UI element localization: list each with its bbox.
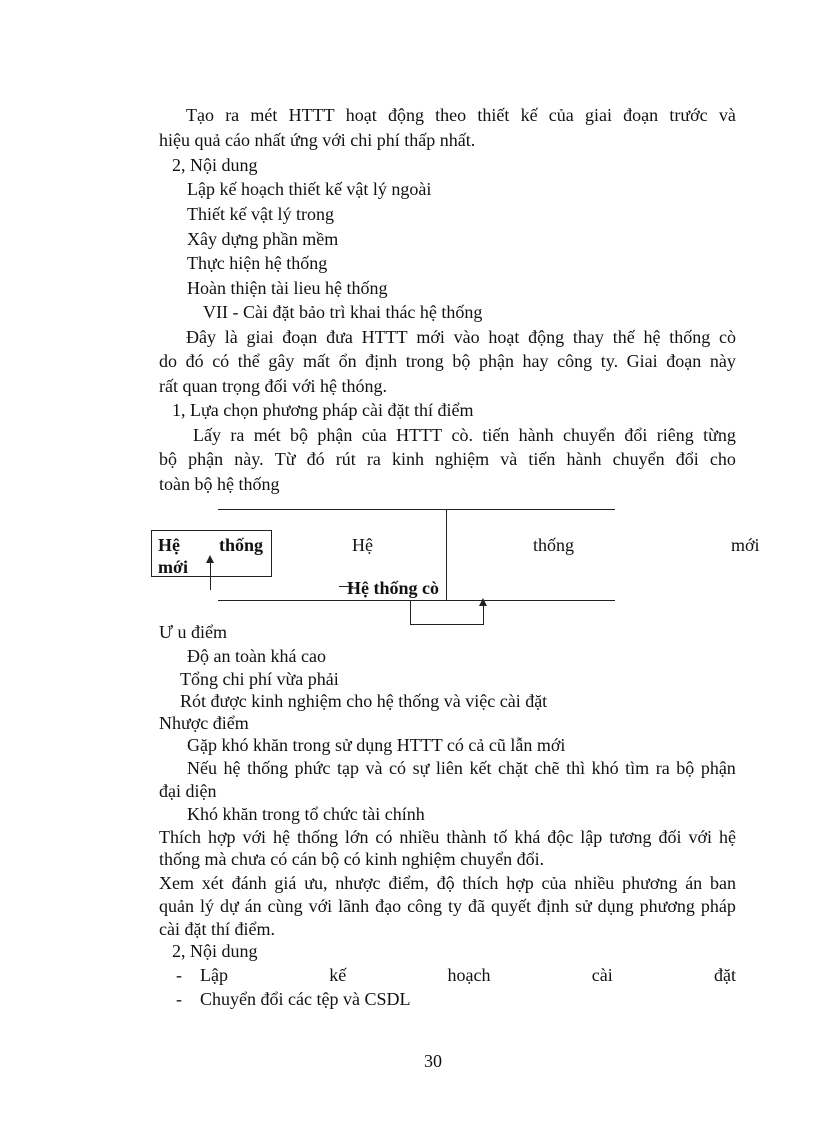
word: khá [514, 827, 541, 847]
word: ra [655, 758, 670, 778]
word: mất [302, 351, 330, 371]
pro-item: Độ an toàn khá cao [187, 646, 326, 666]
word: do [159, 351, 177, 371]
word: HTTT [361, 327, 408, 347]
word: phương [639, 896, 695, 916]
con-item: Gặp khó khăn trong sử dụng HTTT có cả cũ lẫn mới [187, 735, 566, 755]
box-word-moi: mới [158, 557, 188, 577]
word: nghiệm [435, 449, 490, 469]
word: thích [462, 873, 499, 893]
word: ban [709, 873, 736, 893]
word: đánh [231, 873, 267, 893]
word: lý [199, 896, 214, 916]
word: liên [435, 758, 463, 778]
word: ra [225, 105, 240, 125]
word: định [365, 351, 398, 371]
word: giai [584, 105, 612, 125]
box-word-he: Hệ [158, 535, 180, 555]
word: với [242, 827, 266, 847]
para2-line3: rất quan trọng đối với hệ thóng. [159, 376, 387, 396]
word: là [224, 327, 238, 347]
word: hệ [272, 827, 290, 847]
word: phức [294, 758, 331, 778]
word: cò. [451, 425, 473, 445]
word: đổi [675, 449, 699, 469]
word: hệ [643, 327, 661, 347]
word: chuyển [612, 449, 665, 469]
word: bộ [676, 758, 695, 778]
word: đó [306, 449, 325, 469]
word: với [688, 827, 712, 847]
word: này. [234, 449, 264, 469]
diagram-bottom-line [218, 600, 615, 601]
word: phận [700, 758, 736, 778]
pro-item: Tổng chi phí vừa phải [180, 669, 339, 689]
word: chặt [498, 758, 528, 778]
word: mới [416, 327, 445, 347]
word: HTTT [288, 105, 335, 125]
word: cùng [267, 896, 303, 916]
word: hệ [223, 758, 241, 778]
para1-line1 [186, 104, 736, 126]
word: kế [520, 105, 538, 125]
word: sử [574, 896, 592, 916]
word: bộ [452, 351, 471, 371]
word: Nếu [187, 758, 217, 778]
word: với [308, 896, 333, 916]
list-item: Thiết kế vật lý trong [187, 204, 334, 224]
word: quyết [490, 896, 531, 916]
word: ổn [338, 351, 357, 371]
word: thay [572, 327, 604, 347]
word: án [685, 873, 703, 893]
label-thong: thống [533, 535, 575, 555]
word: Lập [200, 965, 228, 985]
word: công [407, 896, 443, 916]
word: này [709, 351, 736, 371]
old-system-label: Hệ thống cò [347, 578, 439, 598]
conclusion2-line3: cài đặt thí điểm. [159, 919, 275, 939]
word: bộ [290, 425, 309, 445]
word: phương [622, 873, 678, 893]
word: theo [435, 105, 467, 125]
conclusion2-line2 [159, 895, 736, 917]
word: phận [317, 425, 353, 445]
word: đoạn [666, 351, 702, 371]
word: Lấy [193, 425, 221, 445]
diagram-top-line [218, 509, 615, 510]
word: thế [612, 327, 635, 347]
word: tìm [625, 758, 650, 778]
arrow-up-icon [479, 598, 487, 606]
word: có [212, 351, 230, 371]
word: mét [250, 105, 278, 125]
word: giá [274, 873, 297, 893]
word: động [387, 105, 424, 125]
word: độc [547, 827, 574, 847]
word: án [244, 896, 262, 916]
word: đã [468, 896, 486, 916]
list-dash: - [176, 965, 182, 985]
diagram-divider [446, 509, 447, 600]
word: đó [185, 351, 204, 371]
word: đối [658, 827, 682, 847]
pro-item: Rót được kinh nghiệm cho hệ thống và việc cài đặt [180, 691, 548, 711]
word: tố [493, 827, 508, 847]
label-moi: mới [731, 535, 760, 555]
para2-line1 [186, 326, 736, 348]
word: từng [703, 425, 736, 445]
word: Giai [626, 351, 658, 371]
word: tiến [482, 425, 510, 445]
word: thống [296, 827, 338, 847]
word: có [375, 827, 393, 847]
word: tương [609, 827, 652, 847]
word: Từ [274, 449, 296, 469]
word: nhiều [399, 827, 440, 847]
bracket-right [483, 604, 484, 625]
word: chuyển [563, 425, 616, 445]
list-item: Thực hiện hệ thống [187, 253, 328, 273]
con-item-line2: đại diện [159, 781, 217, 801]
word: kế [329, 965, 347, 985]
section-heading-noidung2: 2, Nội dung [172, 941, 258, 961]
word: công [557, 351, 593, 371]
word: trong [405, 351, 444, 371]
para3-line3: toàn bộ hệ thống [159, 474, 280, 494]
word: bộ [159, 449, 177, 469]
word: đoạn [282, 327, 318, 347]
word: chẽ [534, 758, 560, 778]
word: tạp [336, 758, 359, 778]
word: riêng [656, 425, 694, 445]
para3-line2 [159, 448, 736, 470]
word: sự [412, 758, 430, 778]
para3-line1 [193, 424, 736, 446]
word: và [718, 105, 736, 125]
word: đặt [713, 965, 736, 985]
word: và [500, 449, 518, 469]
word: Thích [159, 827, 201, 847]
word: của [361, 425, 387, 445]
word: ra [366, 449, 381, 469]
para1-line2: hiệu quả cáo nhất ứng với chi phí thấp nhất. [159, 130, 476, 150]
list-item: Lập kế hoạch thiết kế vật lý ngoài [187, 179, 432, 199]
word: lớn [344, 827, 369, 847]
word: lập [580, 827, 603, 847]
word: cho [709, 449, 736, 469]
word: và [365, 758, 383, 778]
word: cò [719, 327, 736, 347]
word: điểm, [388, 873, 429, 893]
word: ưu, [304, 873, 328, 893]
arrow-up-icon [206, 555, 214, 563]
bracket-bottom [410, 624, 483, 625]
conclusion1-line2: thống mà chưa có cán bộ có kinh nghiệm chuyển đổi. [159, 849, 545, 869]
word: đưa [326, 327, 353, 347]
word: Đây [186, 327, 216, 347]
word: tiến [528, 449, 556, 469]
word: phận [188, 449, 224, 469]
word: ra [230, 425, 245, 445]
word: mét [253, 425, 281, 445]
word: HTTT [396, 425, 443, 445]
pros-heading: Ư u điểm [159, 622, 227, 642]
word: của [541, 873, 567, 893]
word: trước [669, 105, 708, 125]
page-number: 30 [424, 1051, 442, 1071]
word: pháp [700, 896, 736, 916]
word: hay [522, 351, 549, 371]
list-item: Hoàn thiện tài lieu hệ thống [187, 278, 388, 298]
word: độ [436, 873, 455, 893]
word: nhiều [574, 873, 615, 893]
conclusion2-line1 [159, 872, 736, 894]
word: định [536, 896, 569, 916]
conclusion1-line1 [159, 826, 736, 848]
word: đạo [375, 896, 402, 916]
word: quản [159, 896, 194, 916]
word: hoạt [488, 327, 520, 347]
bracket-left [410, 600, 411, 625]
para2-line2 [159, 350, 736, 372]
con-item: Khó khăn trong tổ chức tài chính [187, 804, 425, 824]
word: hành [566, 449, 602, 469]
word: đổi [624, 425, 648, 445]
word: hợp [506, 873, 534, 893]
word: xét [201, 873, 224, 893]
cons-heading: Nhược điểm [159, 713, 249, 733]
word: thành [446, 827, 487, 847]
word: đoạn [623, 105, 659, 125]
word: khó [591, 758, 619, 778]
word: của [548, 105, 574, 125]
word: rút [335, 449, 356, 469]
word: hành [518, 425, 554, 445]
word: nhược [335, 873, 381, 893]
word: phận [478, 351, 514, 371]
word: hệ [718, 827, 736, 847]
word: ty [448, 896, 463, 916]
word: thống [247, 758, 289, 778]
word: hợp [207, 827, 236, 847]
word: kết [469, 758, 492, 778]
word: Tạo [186, 105, 214, 125]
list-dash: - [176, 989, 182, 1009]
word: hoạt [345, 105, 377, 125]
word: cài [591, 965, 613, 985]
box-word-thong: thống [219, 535, 264, 555]
section-heading-method: 1, Lựa chọn phương pháp cài đặt thí điểm [172, 400, 474, 420]
word: gây [268, 351, 295, 371]
list-item-chuyen-doi: Chuyển đổi các tệp và CSDL [200, 989, 411, 1009]
word: hoạch [447, 965, 491, 985]
label-he: Hệ [352, 535, 373, 555]
word: có [389, 758, 407, 778]
word: ty. [600, 351, 619, 371]
list-item-lap-ke-hoach [200, 964, 736, 986]
word: Xem [159, 873, 194, 893]
arrow-line-left [210, 560, 211, 590]
con-item-line1 [187, 757, 736, 779]
word: lãnh [338, 896, 370, 916]
word: thống [669, 327, 711, 347]
word: vào [453, 327, 480, 347]
word: dự [219, 896, 239, 916]
word: thể [237, 351, 260, 371]
word: động [528, 327, 565, 347]
word: thiết [477, 105, 510, 125]
word: thì [566, 758, 586, 778]
word: dụng [597, 896, 634, 916]
word: kinh [391, 449, 424, 469]
word: giai [246, 327, 274, 347]
list-item: Xây dựng phần mềm [187, 229, 339, 249]
section-heading-vii: VII - Cài đặt bảo trì khai thác hệ thống [203, 302, 483, 322]
section-heading-noidung: 2, Nội dung [172, 155, 258, 175]
